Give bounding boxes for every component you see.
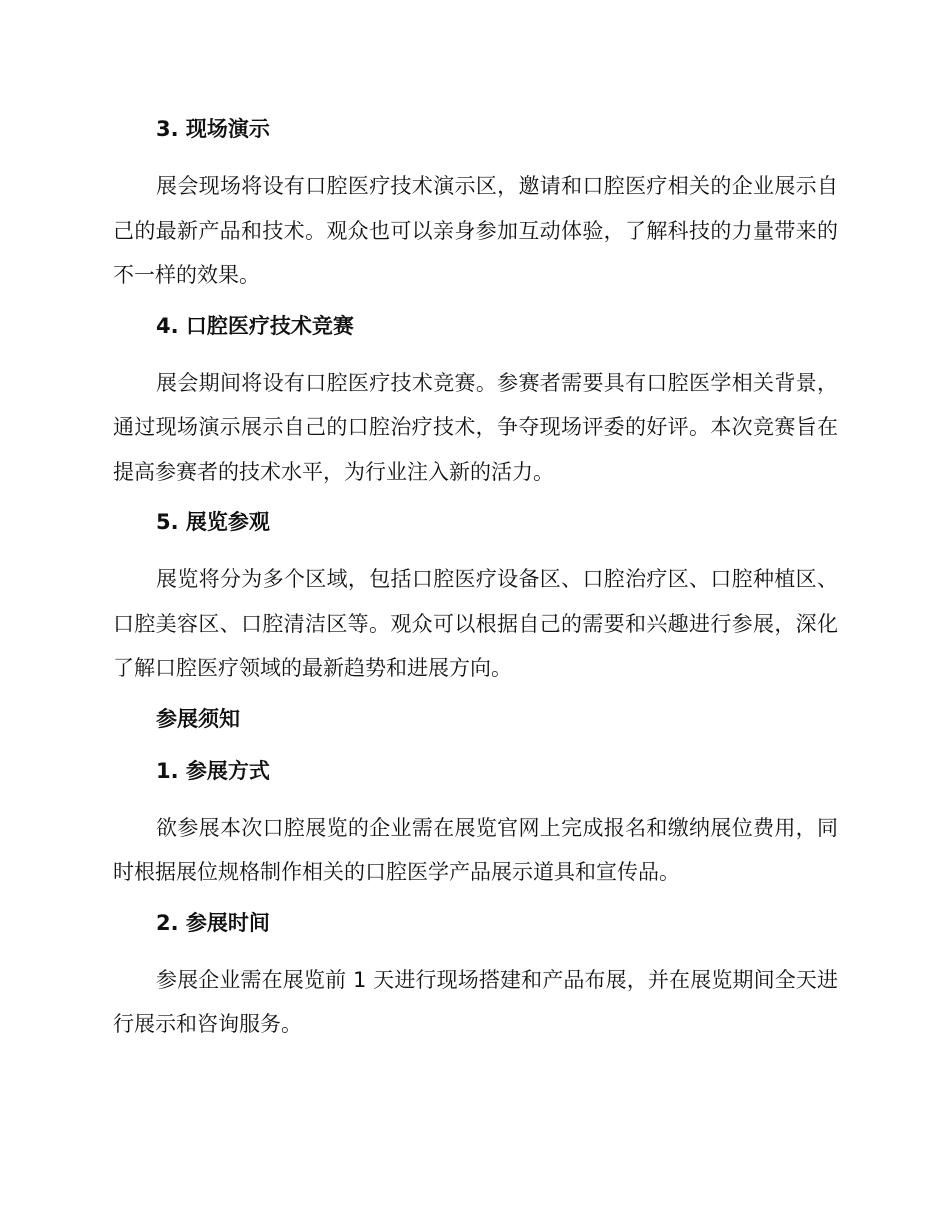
section-heading-participation-method: 1. 参展方式	[156, 758, 270, 783]
section-heading-exhibitor-notice: 参展须知	[156, 706, 240, 731]
paragraph-participation-method: 欲参展本次口腔展览的企业需在展览官网上完成报名和缴纳展位费用，同时根据展位规格制作相关的口腔医学产品展示道具和宣传品。	[113, 815, 838, 884]
paragraph-live-demo: 展会现场将设有口腔医疗技术演示区，邀请和口腔医疗相关的企业展示自己的最新产品和技术。观众也可以亲身参加互动体验，了解科技的力量带来的不一样的效果。	[113, 174, 838, 287]
section-heading-exhibition-visit: 5. 展览参观	[156, 510, 270, 534]
section-heading-live-demo: 3. 现场演示	[156, 117, 270, 141]
paragraph-participation-time: 参展企业需在展览前 1 天进行现场搭建和产品布展，并在展览期间全天进行展示和咨询服务。	[113, 967, 838, 1036]
paragraph-exhibition-visit: 展览将分为多个区域，包括口腔医疗设备区、口腔治疗区、口腔种植区、口腔美容区、口腔清洁区等。观众可以根据自己的需要和兴趣进行参展，深化了解口腔医疗领域的最新趋势和进展方向。	[113, 567, 838, 680]
section-heading-tech-competition: 4. 口腔医疗技术竞赛	[156, 313, 354, 338]
section-heading-participation-time: 2. 参展时间	[156, 910, 270, 935]
document-body	[113, 112, 838, 1058]
paragraph-tech-competition: 展会期间将设有口腔医疗技术竞赛。参赛者需要具有口腔医学相关背景，通过现场演示展示自己的口腔治疗技术，争夺现场评委的好评。本次竞赛旨在提高参赛者的技术水平，为行业注入新的活力。	[113, 370, 838, 484]
